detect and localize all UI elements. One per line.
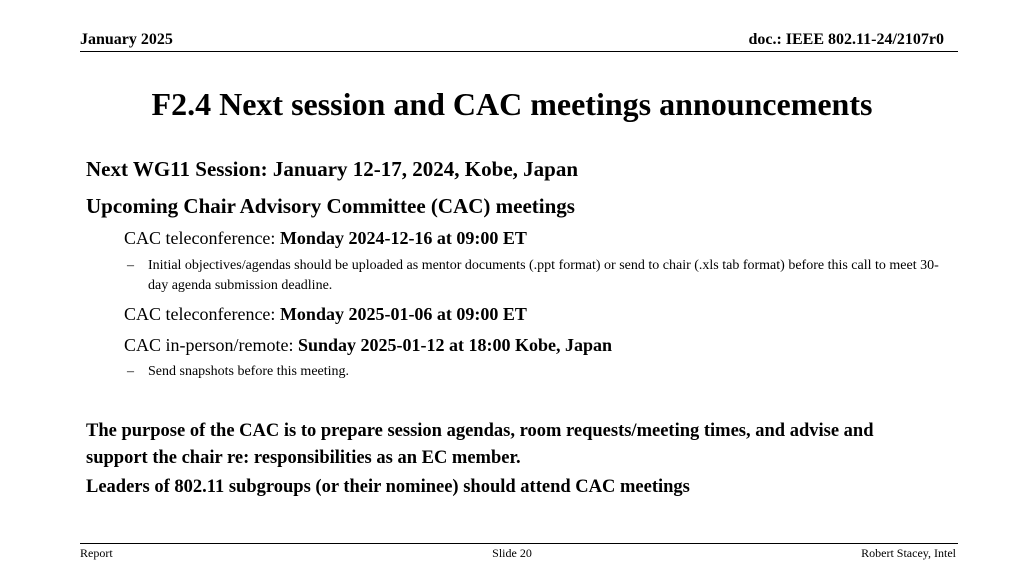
meeting-datetime: Monday 2025-01-06 at 09:00 ET xyxy=(279,304,527,324)
meeting-note-text: Send snapshots before this meeting. xyxy=(148,364,350,379)
slide-title: F2.4 Next session and CAC meetings announcements xyxy=(151,86,873,122)
footer-slide-number: Slide 20 xyxy=(492,546,532,560)
meeting-label: CAC in-person/remote: xyxy=(124,335,298,355)
cac-purpose-statement: The purpose of the CAC is to prepare session agendas, room requests/meeting times, and advise and support the chair re: responsibilities as an EC member. xyxy=(86,421,874,468)
next-session-line: Next WG11 Session: January 12-17, 2024, Kobe, Japan xyxy=(86,157,578,181)
header-divider xyxy=(80,51,958,52)
meeting-note-text: Initial objectives/agendas should be uploaded as mentor documents (.ppt format) or send to chair (.xls tab format) before this call to meet 30-day agenda submission deadline. xyxy=(148,258,939,293)
dash-bullet: – xyxy=(127,258,134,273)
header-doc-id: doc.: IEEE 802.11-24/2107r0 xyxy=(748,31,944,48)
footer-divider xyxy=(80,543,958,544)
meeting-label: CAC teleconference: xyxy=(124,228,280,248)
meeting-datetime: Sunday 2025-01-12 at 18:00 Kobe, Japan xyxy=(297,335,613,355)
footer-author: Robert Stacey, Intel xyxy=(861,546,956,560)
footer-report: Report xyxy=(80,546,113,560)
meeting-item-3 xyxy=(124,334,612,356)
meeting-datetime: Monday 2024-12-16 at 09:00 ET xyxy=(279,228,527,248)
cac-attendance-statement: Leaders of 802.11 subgroups (or their nominee) should attend CAC meetings xyxy=(86,477,690,497)
dash-bullet: – xyxy=(127,364,134,379)
meeting-note xyxy=(127,362,947,382)
meeting-item-1 xyxy=(124,227,527,249)
header-date: January 2025 xyxy=(80,31,173,48)
meeting-item-2 xyxy=(124,303,527,325)
upcoming-cac-heading: Upcoming Chair Advisory Committee (CAC) meetings xyxy=(86,194,575,218)
meeting-note xyxy=(127,256,947,296)
meeting-label: CAC teleconference: xyxy=(124,304,280,324)
